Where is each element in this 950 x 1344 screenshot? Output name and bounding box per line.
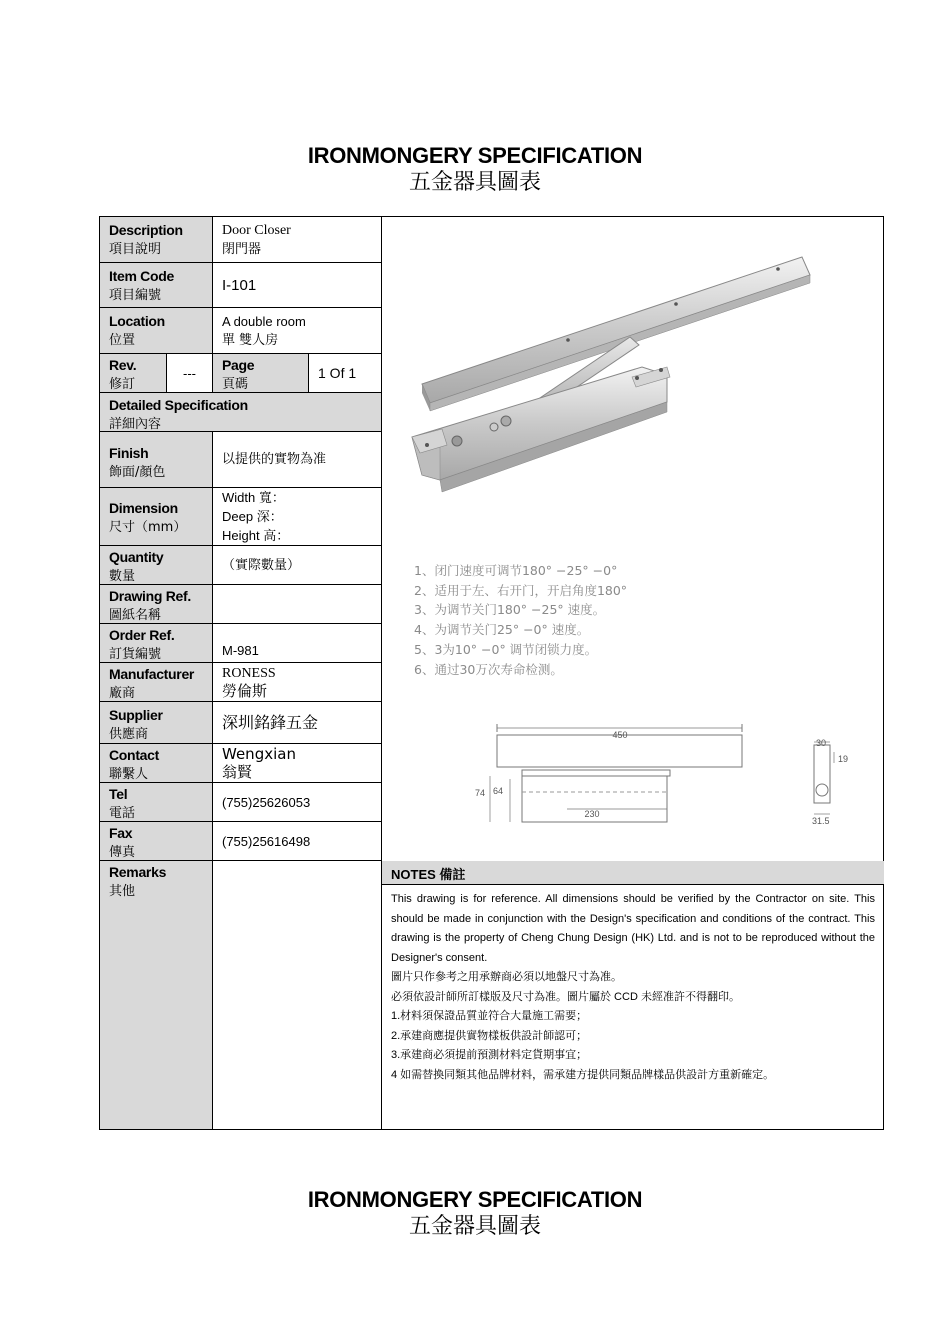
spec-fields (100, 217, 381, 1129)
value-manufacturer-zh: 勞倫斯 (222, 681, 268, 700)
product-image-area (382, 217, 884, 862)
row-item-code (100, 263, 381, 308)
notes-line: 4 如需替換同類其他品牌材料，需承建方提供同類品牌樣品供設計方重新確定。 (391, 1068, 775, 1081)
dim-width: 230 (584, 809, 600, 819)
value-location: A double room (222, 313, 306, 329)
notes-line: 3.承建商必須提前預測材料定貨期事宜； (391, 1049, 588, 1061)
label-rev: Rev. (109, 357, 137, 373)
value-page: 1 Of 1 (318, 365, 357, 381)
row-location (100, 308, 381, 354)
row-tel (100, 783, 381, 822)
label-order-ref-zh: 訂貨編號 (109, 647, 162, 662)
feature-item: 2、适用于左、右开门，开启角度180° (414, 582, 628, 598)
value-fax: (755)25616498 (222, 833, 311, 849)
value-item-code: I-101 (222, 276, 257, 294)
footer-title-english: IRONMONGERY SPECIFICATION (307, 1187, 643, 1212)
product-panel (381, 217, 884, 1129)
label-item-code-zh: 項目編號 (109, 288, 162, 303)
door-closer-illustration (382, 217, 884, 861)
value-manufacturer: RONESS (222, 665, 276, 681)
value-contact: Wengxian (222, 745, 296, 763)
value-quantity: （實際數量） (222, 558, 301, 573)
notes-body (391, 890, 875, 1085)
value-remarks (213, 861, 381, 1129)
label-order-ref: Order Ref. (109, 627, 175, 643)
page-header (0, 143, 950, 197)
feature-item: 6、通过30万次寿命检测。 (414, 661, 563, 677)
label-supplier-zh: 供應商 (109, 727, 149, 742)
footer-title-chinese: 五金器具圖表 (408, 1214, 541, 1239)
label-finish-zh: 飾面/顏色 (109, 465, 166, 480)
label-description-zh: 項目說明 (109, 242, 162, 257)
title-english: IRONMONGERY SPECIFICATION (307, 143, 643, 168)
label-description: Description (109, 222, 183, 238)
value-description-zh: 閉門器 (222, 241, 262, 257)
label-remarks: Remarks (109, 864, 167, 880)
value-description: Door Closer (222, 222, 291, 238)
label-page: Page (222, 357, 255, 373)
row-remarks (100, 861, 381, 1129)
label-drawing-ref: Drawing Ref. (109, 588, 191, 604)
label-rev-zh: 修訂 (109, 377, 136, 392)
notes-line: 圖片只作參考之用承辦商必須以地盤尺寸為准。 (391, 971, 622, 983)
label-contact: Contact (109, 747, 160, 763)
feature-item: 1、闭门速度可调节180° −25° −0° (414, 563, 618, 578)
row-supplier (100, 702, 381, 744)
row-quantity (100, 546, 381, 585)
label-detailed-spec-zh: 詳細內容 (109, 417, 162, 432)
dim-h1: 74 (475, 788, 486, 798)
label-location: Location (109, 313, 165, 329)
row-dimension (100, 488, 381, 546)
label-location-zh: 位置 (109, 333, 136, 348)
row-contact (100, 744, 381, 783)
label-fax-zh: 傳真 (109, 845, 136, 860)
row-rev-page (100, 354, 381, 393)
row-fax (100, 822, 381, 861)
label-dimension: Dimension (109, 500, 178, 516)
value-supplier: 深圳銘鋒五金 (222, 713, 319, 732)
feature-item: 5、3为10° −0° 调节闭锁力度。 (414, 641, 598, 657)
notes-heading: NOTES 備註 (382, 861, 884, 885)
value-rev: --- (167, 354, 213, 392)
row-order-ref (100, 624, 381, 663)
value-drawing-ref (213, 585, 381, 623)
page-footer (0, 1187, 950, 1241)
label-quantity: Quantity (109, 549, 164, 565)
label-page-zh: 頁碼 (222, 377, 249, 392)
dim-length: 450 (612, 730, 628, 740)
feature-item: 4、为调节关门25° −0° 速度。 (414, 622, 590, 638)
label-drawing-ref-zh: 圖紙名稱 (109, 608, 162, 623)
label-fax: Fax (109, 825, 133, 841)
feature-list (414, 561, 627, 679)
value-deep: Deep 深： (222, 509, 283, 524)
value-finish: 以提供的實物為准 (222, 452, 327, 467)
notes-line: 1.材料須保證品質並符合大量施工需要； (391, 1010, 588, 1022)
row-manufacturer (100, 663, 381, 702)
label-tel-zh: 電話 (109, 806, 136, 821)
row-drawing-ref (100, 585, 381, 624)
label-detailed-spec: Detailed Specification (109, 397, 248, 413)
notes-paragraph: This drawing is for reference. All dimensions should be verified by the Contractor on site. This should be made in conjunction with the Design's specification and conditions of the contract. This drawing is the property of Cheng Chung Design (HK) Ltd. and is not to be reproduced without the Designer's consent. (391, 893, 875, 964)
label-remarks-zh: 其他 (109, 884, 136, 899)
row-detailed-spec (100, 393, 381, 432)
row-finish (100, 432, 381, 488)
dim-side-w: 30 (816, 738, 827, 748)
notes-line: 必須依設計師所訂樣版及尺寸為准。圖片屬於 CCD 未經准許不得翻印。 (391, 990, 740, 1003)
label-contact-zh: 聯繫人 (109, 767, 149, 782)
label-tel: Tel (109, 786, 128, 802)
title-chinese: 五金器具圖表 (408, 170, 541, 195)
technical-drawing (475, 724, 848, 826)
value-location-zh: 單 雙人房 (222, 332, 279, 348)
label-manufacturer-zh: 廠商 (109, 686, 136, 701)
value-width: Width 寬： (222, 490, 285, 505)
value-contact-zh: 翁賢 (222, 763, 253, 781)
dim-h2: 64 (493, 786, 504, 796)
row-description (100, 217, 381, 263)
dim-side-d: 31.5 (812, 816, 830, 826)
spec-sheet (99, 216, 884, 1130)
value-height: Height 高： (222, 528, 290, 543)
label-dimension-zh: 尺寸（mm） (109, 520, 187, 535)
value-order-ref: M-981 (222, 643, 259, 658)
label-finish: Finish (109, 445, 149, 461)
notes-line: 2.承建商應提供實物樣板供設計師認可； (391, 1029, 588, 1042)
label-manufacturer: Manufacturer (109, 666, 195, 682)
label-supplier: Supplier (109, 707, 163, 723)
value-tel: (755)25626053 (222, 794, 311, 810)
label-item-code: Item Code (109, 268, 174, 284)
dim-side-h: 19 (838, 754, 849, 764)
feature-item: 3、为调节关门180° −25° 速度。 (414, 602, 606, 618)
label-quantity-zh: 數量 (109, 569, 136, 584)
